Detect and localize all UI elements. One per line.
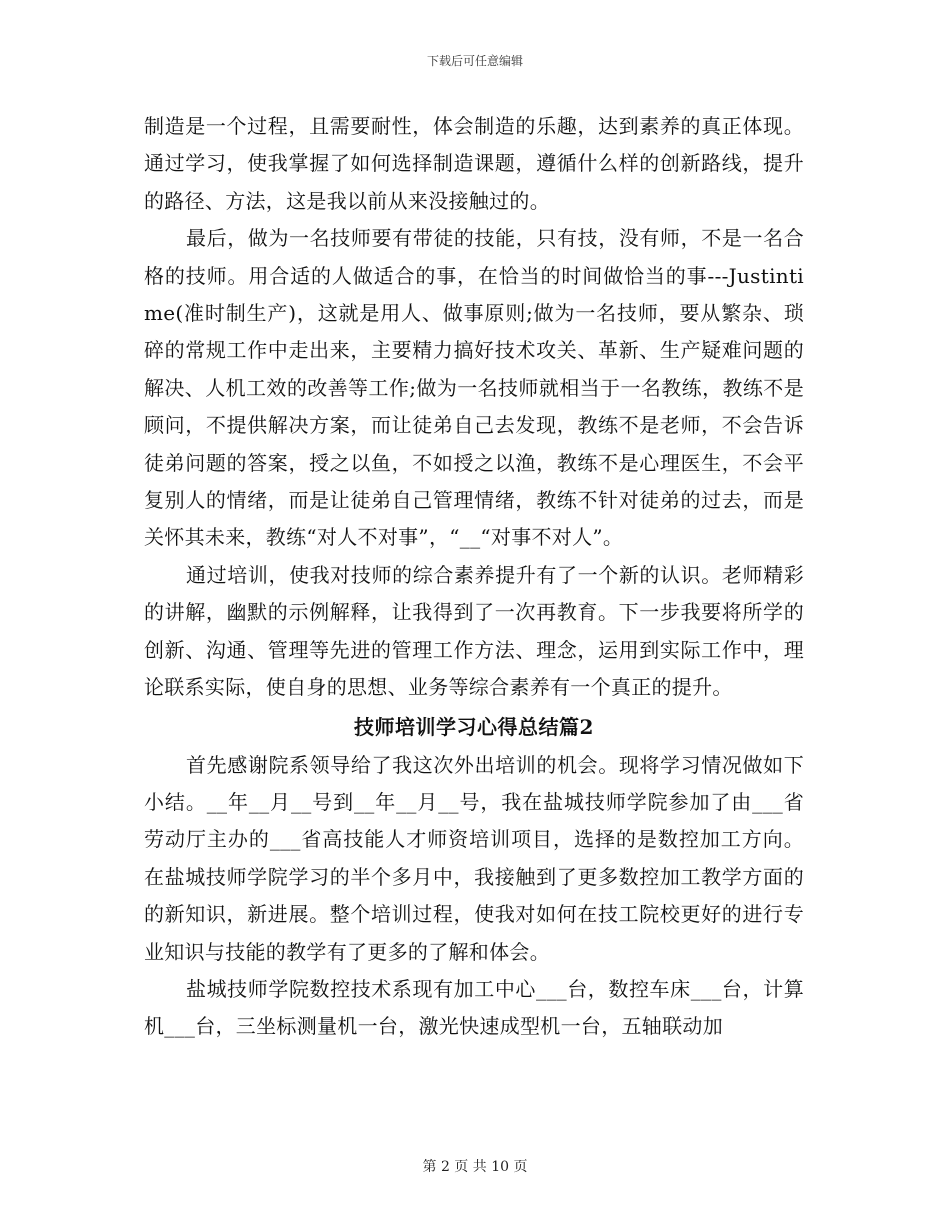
page-header: 下载后可任意编辑 xyxy=(426,54,523,68)
paragraph-1: 制造是一个过程，且需要耐性，体会制造的乐趣，达到素养的真正体现。通过学习，使我掌握了如何选择制造课题，遵循什么样的创新路线，提升的路径、方法，这是我以前从来没接触过的。 xyxy=(144,114,804,213)
paragraph-5: 盐城技师学院数控技术系现有加工中心___台，数控车床___台，计算机___台，三坐标测量机一台，激光快速成型机一台，五轴联动加 xyxy=(144,976,804,1039)
paragraph-3: 通过培训，使我对技师的综合素养提升有了一个新的认识。老师精彩的讲解，幽默的示例解释，让我得到了一次再教育。下一步我要将所学的创新、沟通、管理等先进的管理工作方法、理念，运用到实际工作中，理论联系实际，使自身的思想、业务等综合素养有一个真正的提升。 xyxy=(144,562,804,700)
document-body xyxy=(144,108,804,1046)
paragraph-2: 最后，做为一名技师要有带徒的技能，只有技，没有师，不是一名合格的技师。用合适的人做适合的事，在恰当的时间做恰当的事---Justintime(准时制生产)，这就是用人、做事原则;做为一名技师，要从繁杂、琐碎的常规工作中走出来，主要精力搞好技术攻关、革新、生产疑难问题的解决、人机工效的改善等工作;做为一名技师就相当于一名教练，教练不是顾问，不提供解决方案，而让徒弟自己去发现，教练不是老师，不会告诉徒弟问题的答案，授之以鱼，不如授之以渔，教练不是心理医生，不会平复别人的情绪，而是让徒弟自己管理情绪，教练不针对徒弟的过去，而是关怀其未来，教练“对人不对事”，“__“对事不对人”。 xyxy=(144,226,804,550)
paragraph-4: 首先感谢院系领导给了我这次外出培训的机会。现将学习情况做如下小结。__年__月__号到__年__月__号，我在盐城技师学院参加了由___省劳动厅主办的___省高技能人才师资培训项目，选择的是数控加工方向。在盐城技师学院学习的半个多月中，我接触到了更多数控加工教学方面的的新知识，新进展。整个培训过程，使我对如何在技工院校更好的进行专业知识与技能的教学有了更多的了解和体会。 xyxy=(144,752,804,964)
section-title: 技师培训学习心得总结篇2 xyxy=(354,714,594,739)
page-footer: 第 2 页 共 10 页 xyxy=(422,1159,528,1175)
